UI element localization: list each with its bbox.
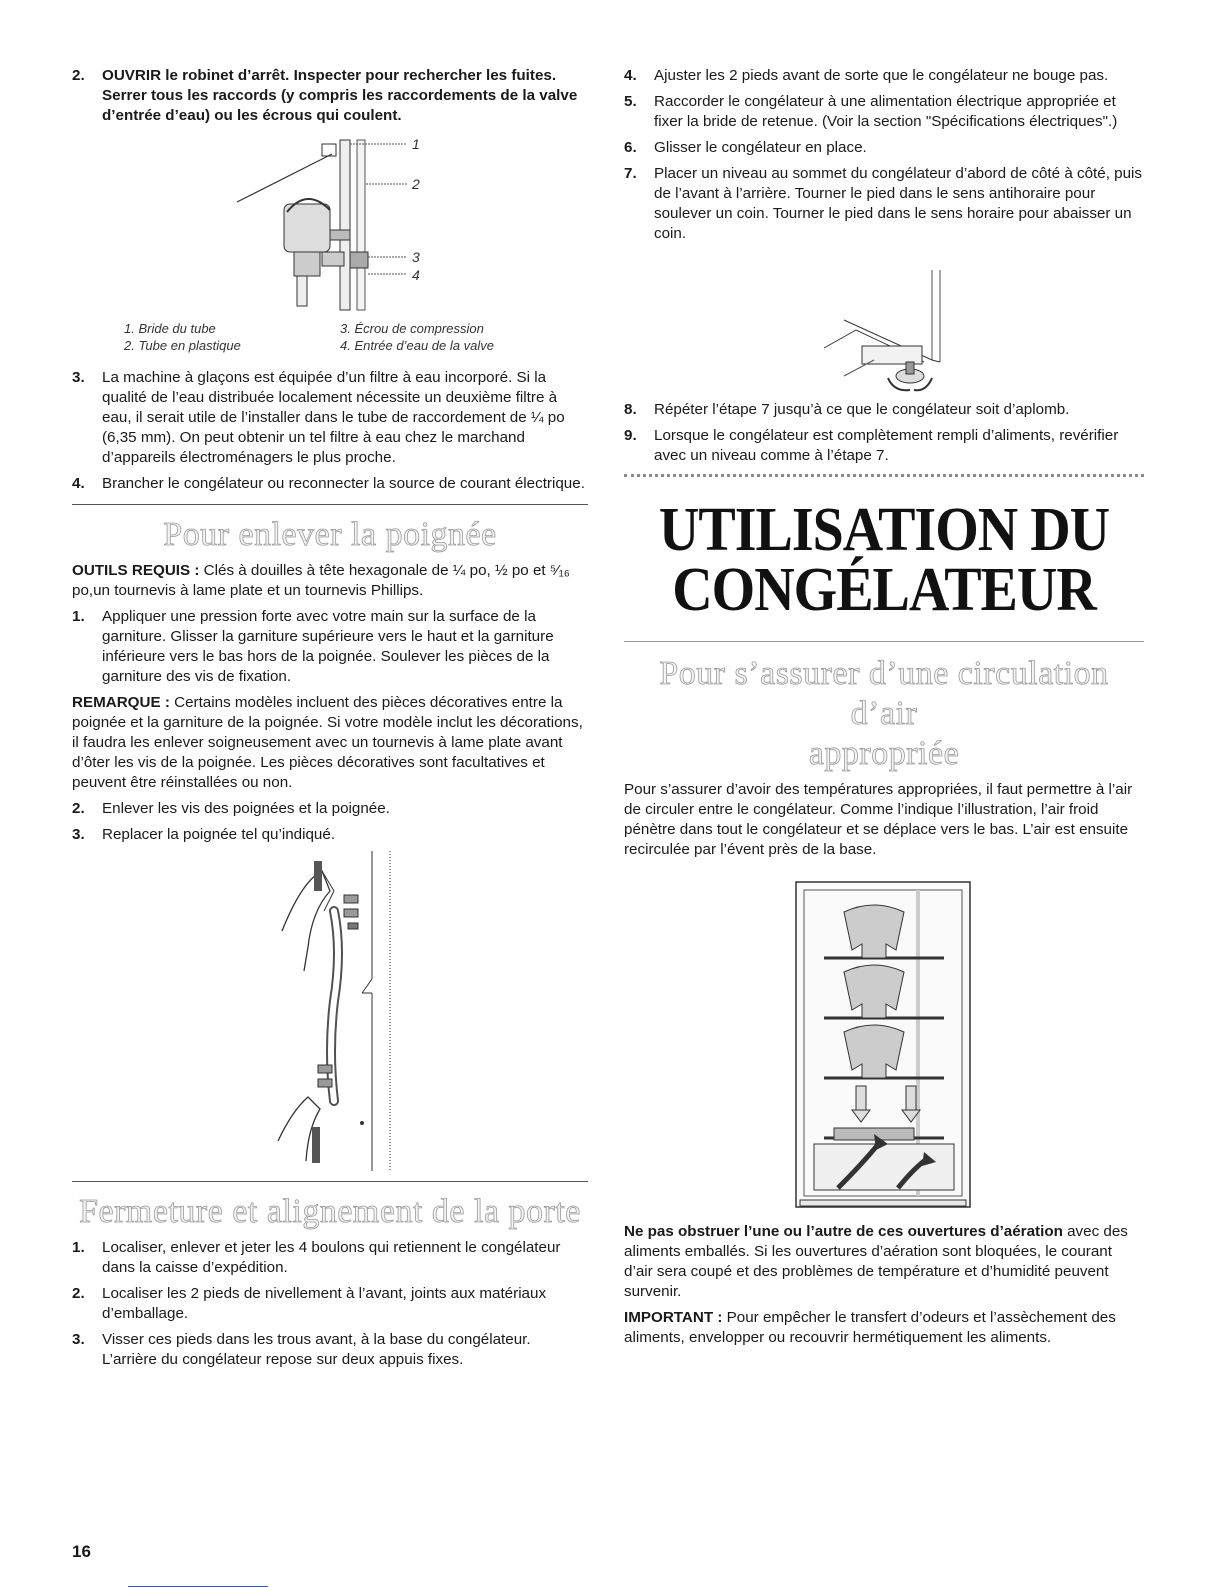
door-step-9-text: Lorsque le congélateur est complètement rempli d’aliments, revérifier avec un niveau comme à l’étape 7. (654, 427, 1119, 464)
step-number: 7. (624, 165, 637, 182)
valve-step-4 (72, 474, 588, 494)
valve-step-3-text: La machine à glaçons est équipée d’un filtre à eau incorporé. Si la qualité de l’eau distribuée localement nécessite un deuxième filtre à eau, il serait utile de l’installer dans le tube de raccordement de ¼ po (6,35 mm). On peut obtenir un tel filtre à eau chez le marchand d’appareils électroménagers le plus proche. (102, 369, 565, 466)
door-step-7 (624, 164, 1144, 244)
airflow-figure (624, 872, 1144, 1222)
valve-step-2-text: OUVRIR le robinet d’arrêt. Inspecter pour rechercher les fuites. Serrer tous les raccords (y compris les raccordements de la valve d’entrée d’eau) ou les écrous qui coulent. (102, 67, 578, 124)
door-step-3-text: Visser ces pieds dans les trous avant, à la base du congélateur. L’arrière du congélateur repose sur deux appuis fixes. (102, 1331, 531, 1368)
left-column (72, 66, 588, 1376)
door-step-7-text: Placer un niveau au sommet du congélateur d’abord de côté à côté, puis de l’avant à l’arrière. Tourner le pied dans le sens antihoraire pour soulever un coin. Tourner le pied dans le sens horaire pour abaisser un coin. (654, 165, 1142, 242)
caption-1: 1. Bride du tube (124, 321, 216, 336)
leveling-foot-illustration (624, 250, 1144, 400)
chapter-title-line-2: CONGÉLATEUR (672, 555, 1096, 625)
handle-replacement-illustration (72, 851, 588, 1173)
step-number: 9. (624, 427, 637, 444)
dotted-divider (624, 474, 1144, 481)
step-number: 3. (72, 1331, 85, 1348)
door-section-title: Fermeture et alignement de la porte (79, 1193, 581, 1230)
valve-step-4-text: Brancher le congélateur ou reconnecter la source de courant électrique. (102, 475, 585, 492)
door-step-6 (624, 138, 1144, 158)
door-step-5-text: Raccorder le congélateur à une alimentation électrique appropriée et fixer la bride de retenue. (Voir la section "Spécifications électriques".) (654, 93, 1118, 130)
water-valve-illustration (72, 132, 588, 332)
warning-text: avec des aliments emballés. Si les ouvertures d’aération sont bloquées, le courant d’air sera coupé et des problèmes de température et d’humidité peuvent survenir. (624, 1223, 1128, 1300)
leveling-figure (624, 250, 1144, 400)
door-step-8 (624, 400, 1144, 420)
caption-2: 2. Tube en plastique (124, 338, 241, 353)
step-number: 2. (72, 67, 85, 84)
airflow-warning (624, 1222, 1144, 1302)
door-step-1 (72, 1238, 588, 1278)
section-divider (72, 504, 588, 505)
callout-4: 4 (412, 267, 420, 283)
valve-figure (72, 132, 588, 332)
tools-label: OUTILS REQUIS : (72, 562, 200, 579)
freezer-airflow-illustration (624, 872, 1144, 1222)
step-number: 2. (72, 1285, 85, 1302)
valve-step-2 (72, 66, 588, 126)
handle-step-3-text: Replacer la poignée tel qu’indiqué. (102, 826, 336, 843)
handle-figure (72, 851, 588, 1173)
step-number: 1. (72, 1239, 85, 1256)
step-number: 6. (624, 139, 637, 156)
handle-section-title: Pour enlever la poignée (163, 516, 497, 553)
air-section-title-line-2: appropriée (808, 735, 960, 772)
handle-step-2 (72, 799, 588, 819)
remark-label: REMARQUE : (72, 694, 170, 711)
valve-step-3 (72, 368, 588, 468)
air-intro: Pour s’assurer d’avoir des températures appropriées, il faut permettre à l’air de circuler entre le congélateur. Comme l’indique l’illustration, l’air froid pénètre dans tout le congélateur et se déplace vers le bas. L’air est ensuite recirculée par l’évent près de la base. (624, 781, 1133, 858)
step-number: 5. (624, 93, 637, 110)
important-text: Pour empêcher le transfert d’odeurs et l’assèchement des aliments, envelopper ou recouvrir hermétiquement les aliments. (624, 1309, 1116, 1346)
step-number: 3. (72, 826, 85, 843)
tools-text: Clés à douilles à tête hexagonale de ¼ po, ½ po et ⁵⁄₁₆ po,un tournevis à lame plate et un tournevis Phillips. (72, 562, 570, 599)
step-number: 1. (72, 608, 85, 625)
door-step-6-text: Glisser le congélateur en place. (654, 139, 867, 156)
section-divider (624, 641, 1144, 642)
warning-label: Ne pas obstruer l’une ou l’autre de ces ouvertures d’aération (624, 1223, 1063, 1240)
door-step-2-text: Localiser les 2 pieds de nivellement à l’avant, joints aux matériaux d’emballage. (102, 1285, 547, 1322)
handle-step-1-text: Appliquer une pression forte avec votre main sur la surface de la garniture. Glisser la garniture supérieure vers le haut et la garniture inférieure vers le bas hors de la poignée. Soulever les pièces de la garniture des vis de fixation. (102, 608, 554, 685)
door-step-5 (624, 92, 1144, 132)
right-column (624, 66, 1144, 1354)
chapter-title-line-1: UTILISATION DU (658, 495, 1110, 565)
tools-required (72, 561, 588, 601)
door-step-9 (624, 426, 1144, 466)
remark (72, 693, 588, 793)
caption-4: 4. Entrée d’eau de la valve (340, 338, 494, 353)
door-step-1-text: Localiser, enlever et jeter les 4 boulons qui retiennent le congélateur dans la caisse d’expédition. (102, 1239, 561, 1276)
door-step-3 (72, 1330, 588, 1370)
handle-step-1 (72, 607, 588, 687)
handle-step-2-text: Enlever les vis des poignées et la poignée. (102, 800, 390, 817)
step-number: 3. (72, 369, 85, 386)
remark-text: Certains modèles incluent des pièces décoratives entre la poignée et la garniture de la poignée. Si votre modèle inclut les décorations, il faudra les enlever soigneusement avec un tournevis à lame plate avant d’ôter les vis de la poignée. Les pièces décoratives sont facultatives et peuvent être réinstallées ou non. (72, 694, 583, 791)
important-note (624, 1308, 1144, 1348)
valve-captions (72, 320, 588, 356)
callout-1: 1 (412, 136, 420, 152)
important-label: IMPORTANT : (624, 1309, 723, 1326)
handle-step-3 (72, 825, 588, 845)
step-number: 2. (72, 800, 85, 817)
air-section-title-line-1: Pour s’assurer d’une circulation d’air (659, 655, 1109, 732)
section-divider (72, 1181, 588, 1182)
door-step-4 (624, 66, 1144, 86)
callout-2: 2 (412, 176, 420, 192)
callout-3: 3 (412, 249, 420, 265)
caption-3: 3. Écrou de compression (340, 321, 484, 336)
door-step-8-text: Répéter l’étape 7 jusqu’à ce que le congélateur soit d’aplomb. (654, 401, 1070, 418)
step-number: 4. (72, 475, 85, 492)
door-step-2 (72, 1284, 588, 1324)
step-number: 4. (624, 67, 637, 84)
door-step-4-text: Ajuster les 2 pieds avant de sorte que le congélateur ne bouge pas. (654, 67, 1109, 84)
page-number: 16 (72, 1542, 91, 1561)
step-number: 8. (624, 401, 637, 418)
